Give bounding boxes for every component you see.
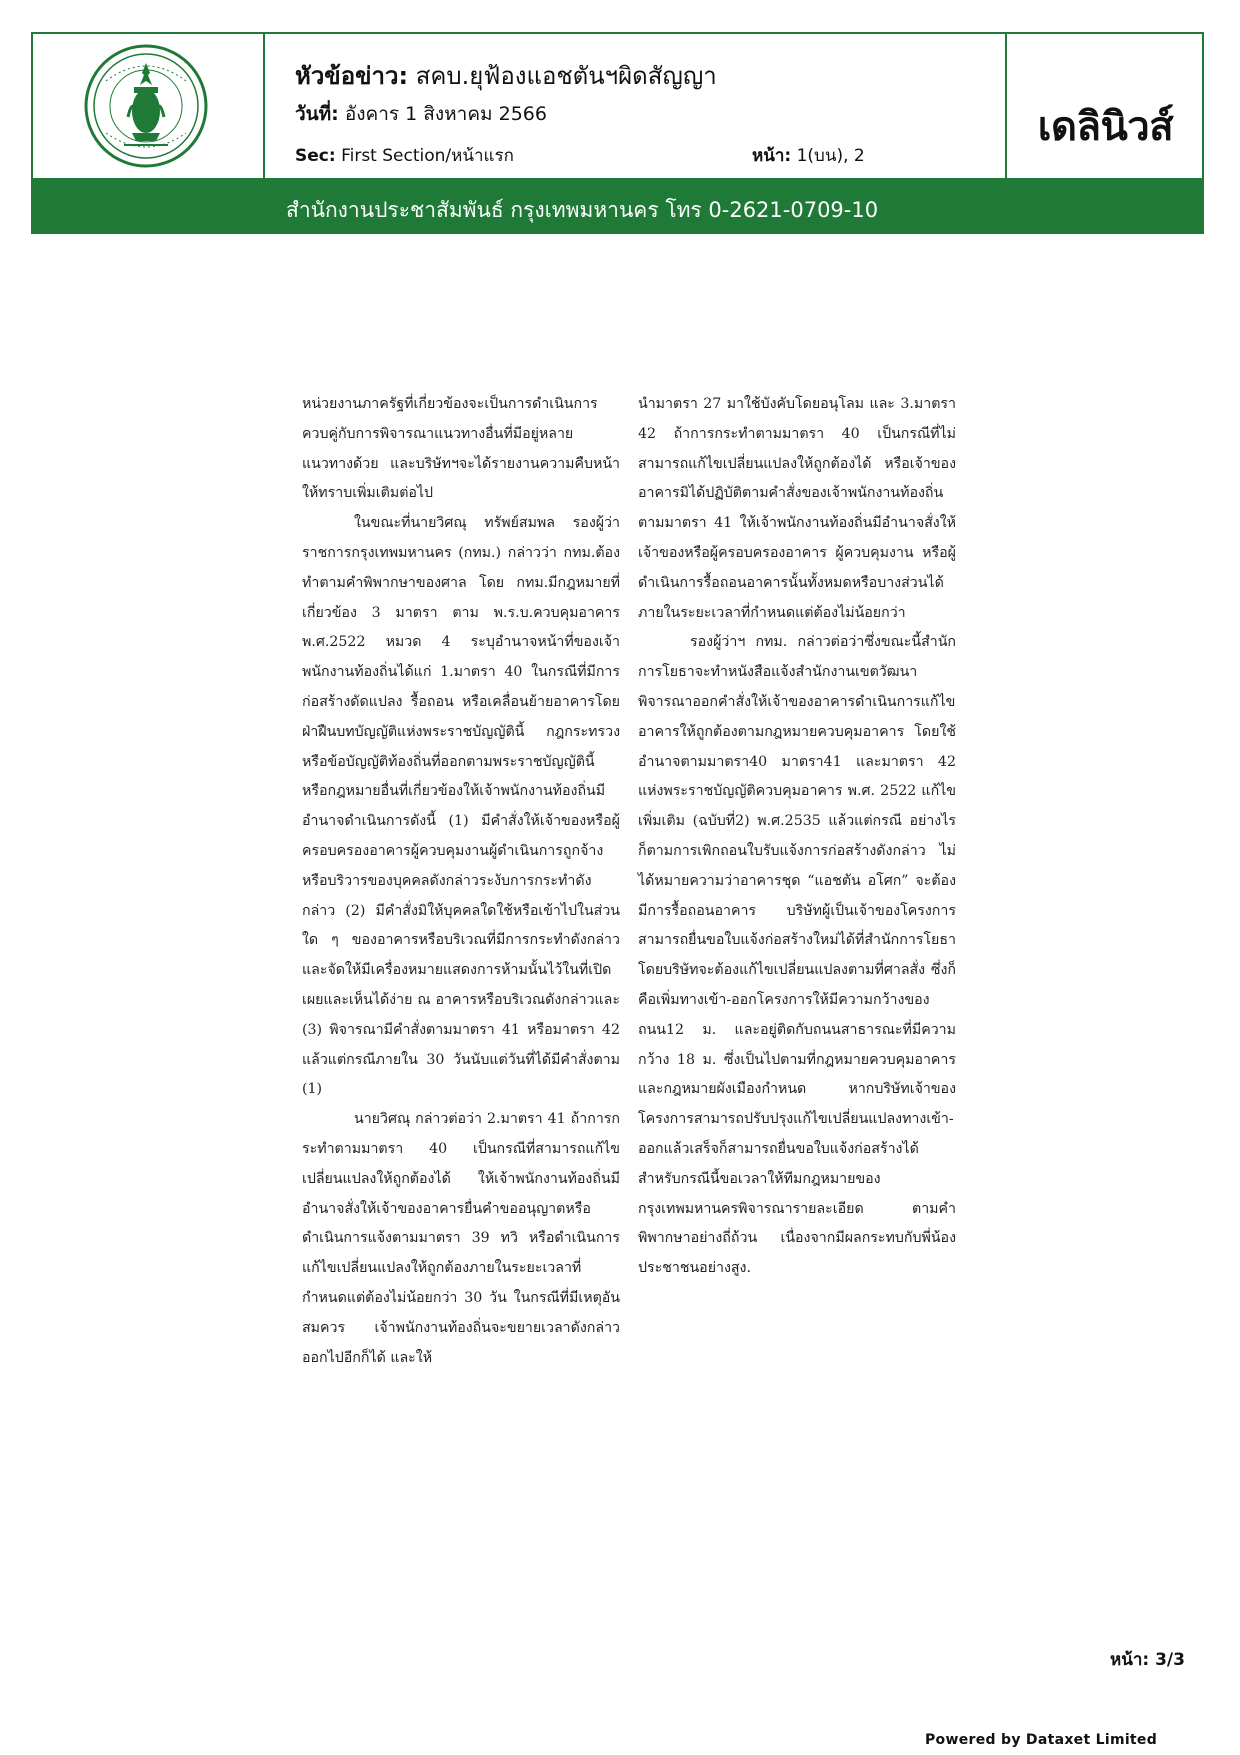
logo-cell: [33, 34, 265, 178]
article-paragraph: หน่วยงานภาครัฐที่เกี่ยวข้องจะเป็นการดำเนินการควบคู่กับการพิจารณาแนวทางอื่นที่มีอยู่หลายแนวทางด้วย และบริษัทฯจะได้รายงานความคืบหน้าให้ทราบเพิ่มเติมต่อไป: [302, 396, 620, 502]
section: First Section/หน้าแรก: [341, 146, 514, 166]
page: 1(บน), 2: [796, 146, 865, 166]
banner-text: สำนักงานประชาสัมพันธ์ กรุงเทพมหานคร โทร 0-2621-0709-10: [286, 198, 879, 222]
contact-banner: [31, 180, 1204, 234]
article-paragraph: นำมาตรา 27 มาใช้บังคับโดยอนุโลม และ 3.มาตรา 42 ถ้าการกระทำตามมาตรา 40 เป็นกรณีที่ไม่สามารถแก้ไขเปลี่ยนแปลงให้ถูกต้องได้ หรือเจ้าของอาคารมิได้ปฏิบัติตามคำสั่งของเจ้าพนักงานท้องถิ่นตามมาตรา 41 ให้เจ้าพนักงานท้องถิ่นมีอำนาจสั่งให้เจ้าของหรือผู้ครอบครองอาคาร ผู้ควบคุมงาน หรือผู้ดำเนินการรื้อถอนอาคารนั้นทั้งหมดหรือบางส่วนได้ภายในระยะเวลาที่กำหนดแต่ต้องไม่น้อยกว่า: [638, 396, 956, 621]
newspaper-cell: [1005, 34, 1204, 178]
headline: สคบ.ยุฟ้องแอชตันฯผิดสัญญา: [415, 62, 717, 90]
date-label: วันที่:: [295, 103, 339, 125]
date-row: [295, 99, 547, 129]
page-label: หน้า:: [752, 146, 792, 166]
newspaper-name: เดลินิวส์: [1037, 104, 1174, 150]
page-row: [752, 142, 865, 169]
powered-by: Powered by Dataxet Limited: [925, 1732, 1158, 1748]
section-label: Sec:: [295, 146, 336, 166]
article-column-right: [638, 390, 956, 1284]
headline-label: หัวข้อข่าว:: [295, 62, 409, 90]
bangkok-city-seal-icon: [76, 41, 216, 171]
date: อังคาร 1 สิงหาคม 2566: [344, 103, 547, 125]
info-cell: [265, 34, 1005, 178]
headline-row: [295, 56, 717, 95]
article-paragraph: นายวิศณุ กล่าวต่อว่า 2.มาตรา 41 ถ้าการกระทำตามมาตรา 40 เป็นกรณีที่สามารถแก้ไขเปลี่ยนแปลงให้ถูกต้องได้ ให้เจ้าพนักงานท้องถิ่นมีอำนาจสั่งให้เจ้าของอาคารยื่นคำขออนุญาตหรือดำเนินการแจ้งตามมาตรา 39 ทวิ หรือดำเนินการแก้ไขเปลี่ยนแปลงให้ถูกต้องภายในระยะเวลาที่กำหนดแต่ต้องไม่น้อยกว่า 30 วัน ในกรณีที่มีเหตุอันสมควร เจ้าพนักงานท้องถิ่นจะขยายเวลาดังกล่าวออกไปอีกก็ได้ และให้: [302, 1111, 620, 1366]
clipping-header: [31, 32, 1204, 180]
section-row: [295, 142, 514, 169]
page-counter: หน้า: 3/3: [1110, 1650, 1185, 1670]
article-column-left: [302, 390, 620, 1373]
article-paragraph: รองผู้ว่าฯ กทม. กล่าวต่อว่าซึ่งขณะนี้สำนักการโยธาจะทำหนังสือแจ้งสำนักงานเขตวัฒนา พิจารณาออกคำสั่งให้เจ้าของอาคารดำเนินการแก้ไขอาคารให้ถูกต้องตามกฎหมายควบคุมอาคาร โดยใช้อำนาจตามมาตรา40 มาตรา41 และมาตรา 42 แห่งพระราชบัญญัติควบคุมอาคาร พ.ศ. 2522 แก้ไขเพิ่มเติม (ฉบับที่2) พ.ศ.2535 แล้วแต่กรณี อย่างไรก็ตามการเพิกถอนใบรับแจ้งการก่อสร้างดังกล่าว ไม่ได้หมายความว่าอาคารชุด “แอชตัน อโศก” จะต้องมีการรื้อถอนอาคาร บริษัทผู้เป็นเจ้าของโครงการ สามารถยื่นขอใบแจ้งก่อสร้างใหม่ได้ที่สำนักการโยธา โดยบริษัทจะต้องแก้ไขเปลี่ยนแปลงตามที่ศาลสั่ง ซึ่งก็คือเพิ่มทางเข้า-ออกโครงการให้มีความกว้างของถนน12 ม. และอยู่ติดกับถนนสาธารณะที่มีความกว้าง 18 ม. ซึ่งเป็นไปตามที่กฎหมายควบคุมอาคารและกฎหมายผังเมืองกำหนด หากบริษัทเจ้าของโครงการสามารถปรับปรุงแก้ไขเปลี่ยนแปลงทางเข้า-ออกแล้วเสร็จก็สามารถยื่นขอใบแจ้งก่อสร้างได้ สำหรับกรณีนี้ขอเวลาให้ทีมกฎหมายของกรุงเทพมหานครพิจารณารายละเอียด ตามคำพิพากษาอย่างถี่ถ้วน เนื่องจากมีผลกระทบกับพี่น้องประชาชนอย่างสูง.: [638, 634, 956, 1277]
article-paragraph: ในขณะที่นายวิศณุ ทรัพย์สมพล รองผู้ว่าราชการกรุงเทพมหานคร (กทม.) กล่าวว่า กทม.ต้องทำตามคำพิพากษาของศาล โดย กทม.มีกฎหมายที่เกี่ยวข้อง 3 มาตรา ตาม พ.ร.บ.ควบคุมอาคาร พ.ศ.2522 หมวด 4 ระบุอำนาจหน้าที่ของเจ้าพนักงานท้องถิ่นได้แก่ 1.มาตรา 40 ในกรณีที่มีการก่อสร้างดัดแปลง รื้อถอน หรือเคลื่อนย้ายอาคารโดยฝ่าฝืนบทบัญญัติแห่งพระราชบัญญัตินี้ กฎกระทรวง หรือข้อบัญญัติท้องถิ่นที่ออกตามพระราชบัญญัตินี้ หรือกฎหมายอื่นที่เกี่ยวข้องให้เจ้าพนักงานท้องถิ่นมีอำนาจดำเนินการดังนี้ (1) มีคำสั่งให้เจ้าของหรือผู้ครอบครองอาคารผู้ควบคุมงานผู้ดำเนินการถูกจ้างหรือบริวารของบุคคลดังกล่าวระงับการกระทำดังกล่าว (2) มีคำสั่งมิให้บุคคลใดใช้หรือเข้าไปในส่วนใด ๆ ของอาคารหรือบริเวณที่มีการกระทำดังกล่าวและจัดให้มีเครื่องหมายแสดงการห้ามนั้นไว้ในที่เปิดเผยและเห็นได้ง่าย ณ อาคารหรือบริเวณดังกล่าวและ (3) พิจารณามีคำสั่งตามมาตรา 41 หรือมาตรา 42 แล้วแต่กรณีภายใน 30 วันนับแต่วันที่ได้มีคำสั่งตาม (1): [302, 515, 620, 1098]
